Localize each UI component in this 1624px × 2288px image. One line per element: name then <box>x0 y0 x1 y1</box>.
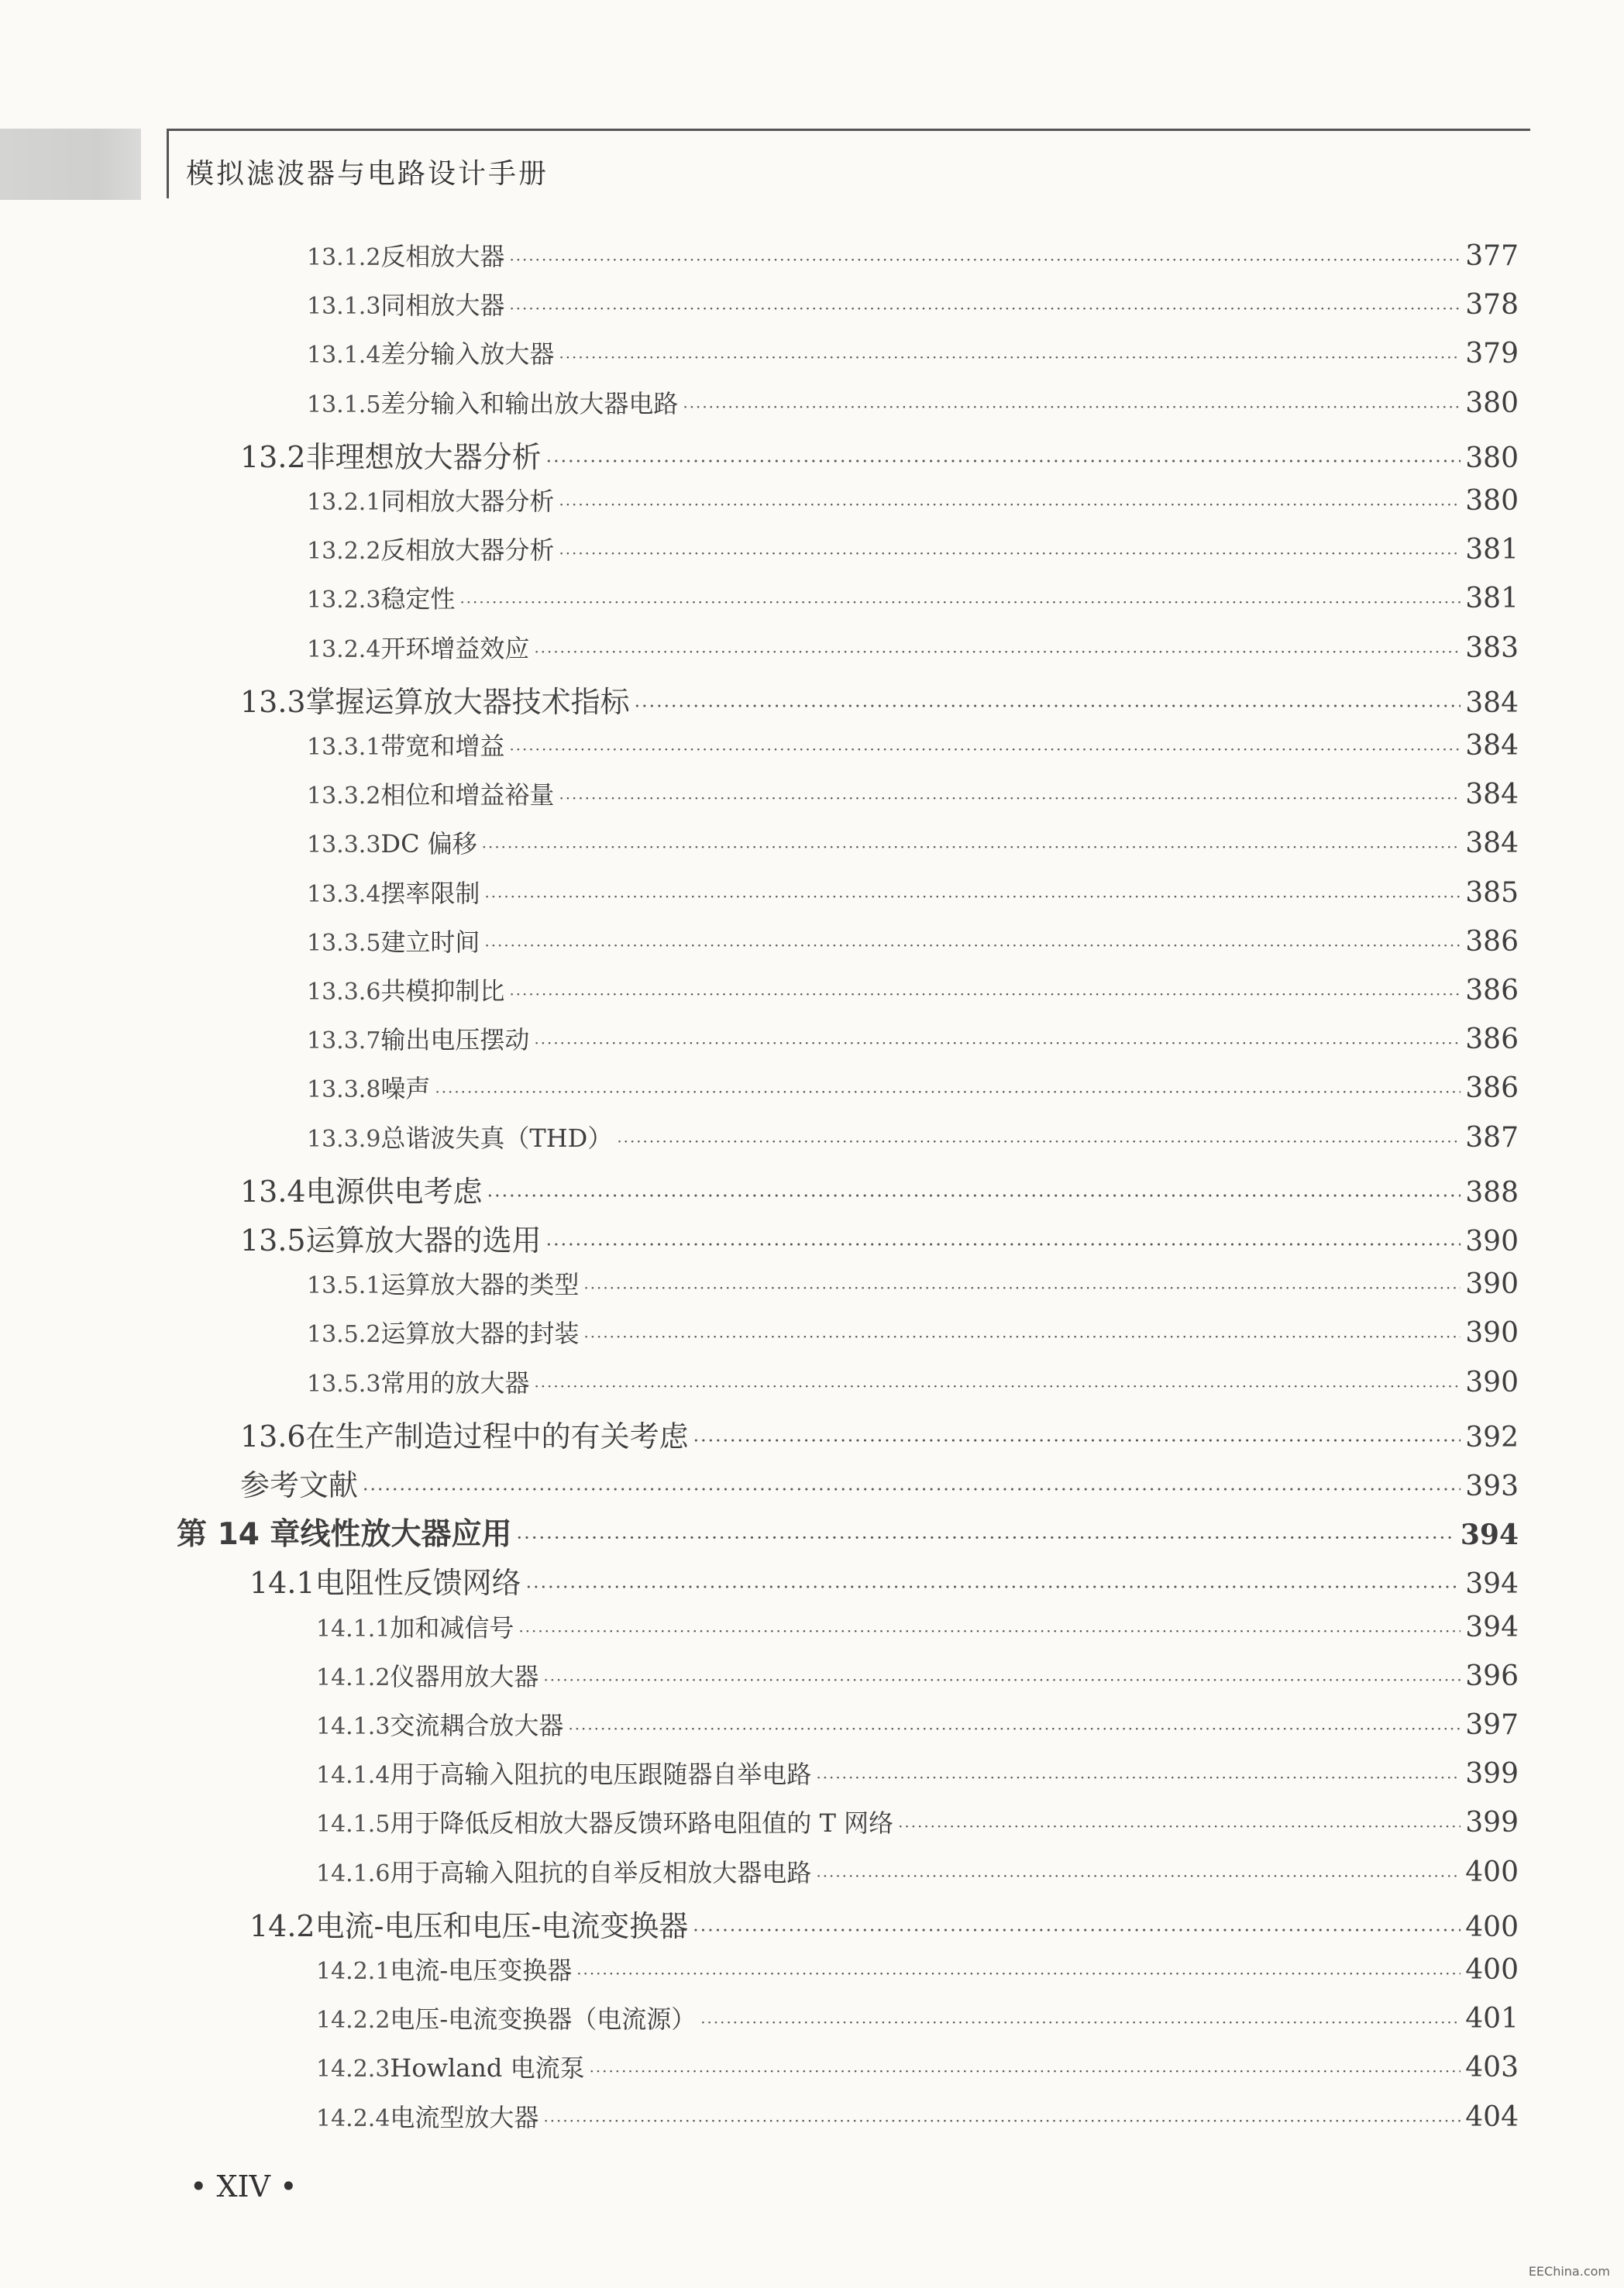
toc-entry-page: 384 <box>1465 730 1519 762</box>
toc-entry-page: 380 <box>1465 442 1519 474</box>
toc-entry[interactable] <box>307 629 1519 665</box>
toc-entry-number: 13.1.2 <box>307 244 381 271</box>
toc-entry-number: 13.3.4 <box>307 880 381 908</box>
dot-leader <box>546 1233 1461 1255</box>
toc-entry-page: 385 <box>1465 876 1519 909</box>
toc-entry-page: 383 <box>1465 631 1519 664</box>
toc-entry-title: 非理想放大器分析 <box>305 439 542 474</box>
toc-entry-title: 共模抑制比 <box>380 976 505 1006</box>
toc-entry-title: 用于高输入阻抗的电压跟随器自举电路 <box>390 1760 812 1790</box>
toc-entry-page: 386 <box>1465 1072 1519 1105</box>
toc-entry-title: 差分输入放大器 <box>380 339 555 370</box>
toc-entry-title: 参考文献 <box>240 1468 359 1502</box>
toc-entry-number: 13.3.5 <box>307 929 381 957</box>
toc-entry[interactable] <box>316 2000 1519 2035</box>
toc-entry-page: 394 <box>1465 1568 1519 1601</box>
toc-entry-page: 390 <box>1465 1268 1519 1301</box>
toc-entry-title: 电压-电流变换器（电流源） <box>390 2004 697 2035</box>
toc-entry-number: 13.3.8 <box>307 1076 381 1104</box>
toc-entry-title: 仪器用放大器 <box>390 1661 539 1691</box>
dot-leader <box>534 643 1461 661</box>
watermark: EEChina.com <box>1528 2264 1610 2279</box>
dot-leader <box>590 2063 1461 2080</box>
dot-leader <box>543 2112 1461 2130</box>
toc-entry-number: 第 14 章 <box>177 1517 301 1553</box>
dot-leader <box>576 1965 1461 1983</box>
toc-entry-title: 输出电压摆动 <box>380 1025 530 1055</box>
toc-entry-number: 13.3.6 <box>307 979 381 1006</box>
toc-entry-page: 396 <box>1465 1660 1519 1692</box>
toc-entry-title: 掌握运算放大器技术指标 <box>305 684 630 719</box>
toc-entry-number: 13.3.2 <box>307 783 381 810</box>
toc-entry-number: 13.2.1 <box>307 489 381 516</box>
toc-entry-number: 13.2 <box>240 439 306 474</box>
toc-entry-number: 13.5 <box>240 1223 306 1258</box>
toc-entry[interactable] <box>240 678 1519 721</box>
dot-leader <box>816 1867 1461 1885</box>
toc-entry-title: 反相放大器分析 <box>380 535 555 566</box>
toc-entry-page: 403 <box>1465 2052 1519 2084</box>
dot-leader <box>509 251 1461 269</box>
toc-entry-number: 14.2.1 <box>316 1958 391 1985</box>
toc-entry-number: 14.1.3 <box>316 1713 391 1740</box>
toc-entry-page: 384 <box>1465 827 1519 860</box>
toc-entry-number: 14.2.2 <box>316 2007 391 2035</box>
dot-leader <box>509 741 1461 759</box>
toc-entry-page: 390 <box>1465 1366 1519 1399</box>
toc-entry[interactable] <box>249 1902 1519 1945</box>
toc-entry-number: 14.1.5 <box>316 1811 391 1839</box>
dot-leader <box>487 1185 1461 1206</box>
toc-entry-title: 运算放大器的封装 <box>380 1319 580 1349</box>
toc-entry[interactable] <box>307 531 1519 566</box>
toc-entry-number: 14.1.2 <box>316 1664 391 1691</box>
toc-entry-number: 13.3 <box>240 684 306 719</box>
dot-leader <box>484 888 1461 906</box>
dot-leader <box>482 838 1461 856</box>
dot-leader <box>534 1378 1461 1395</box>
toc-entry-number: 13.6 <box>240 1419 306 1454</box>
dot-leader <box>693 1430 1461 1451</box>
toc-entry-page: 388 <box>1465 1176 1519 1209</box>
dot-leader <box>693 1919 1461 1941</box>
toc-entry[interactable] <box>307 237 1519 273</box>
toc-entry[interactable] <box>249 1559 1519 1602</box>
toc-entry-title: 电源供电考虑 <box>305 1174 483 1209</box>
dot-leader <box>435 1083 1461 1101</box>
toc-entry-number: 13.3.3 <box>307 831 381 859</box>
toc-entry-title: 建立时间 <box>380 927 480 957</box>
toc-entry-page: 387 <box>1465 1121 1519 1154</box>
toc-entry-page: 397 <box>1465 1709 1519 1741</box>
toc-entry-page: 399 <box>1465 1807 1519 1839</box>
toc-entry[interactable] <box>316 1804 1519 1839</box>
toc-entry-title: DC 偏移 <box>380 829 477 859</box>
dot-leader <box>816 1769 1461 1787</box>
toc-entry-title: 运算放大器的类型 <box>380 1270 580 1300</box>
dot-leader <box>534 1034 1461 1052</box>
toc-entry[interactable] <box>307 1314 1519 1350</box>
toc-entry[interactable] <box>240 433 1519 476</box>
toc-entry-title: 摆率限制 <box>380 878 480 908</box>
toc-entry[interactable] <box>307 335 1519 370</box>
dot-leader <box>559 349 1461 366</box>
toc-entry[interactable] <box>240 1216 1519 1259</box>
dot-leader <box>559 496 1461 514</box>
toc-entry-page: 380 <box>1465 387 1519 419</box>
toc-entry[interactable] <box>307 776 1519 811</box>
toc-entry-number: 13.3.7 <box>307 1027 381 1055</box>
page-number: • XIV • <box>190 2169 298 2204</box>
toc-entry-title: 线性放大器应用 <box>300 1517 512 1553</box>
dot-leader <box>568 1720 1461 1738</box>
toc-entry-title: 电阻性反馈网络 <box>315 1566 521 1601</box>
toc-entry-title: 电流-电压变换器 <box>390 1956 573 1985</box>
toc-entry[interactable] <box>307 384 1519 420</box>
toc-entry-page: 381 <box>1465 583 1519 615</box>
toc-entry-number: 13.5.1 <box>307 1272 381 1300</box>
toc-entry-number: 13.2.2 <box>307 538 381 566</box>
toc-entry-title: 电流型放大器 <box>390 2102 539 2132</box>
toc-entry-page: 384 <box>1465 686 1519 719</box>
toc-entry-title: 总谐波失真（THD） <box>380 1123 613 1153</box>
toc-entry-page: 386 <box>1465 975 1519 1006</box>
dot-leader <box>700 2014 1461 2032</box>
toc-entry[interactable] <box>307 1364 1519 1399</box>
toc-entry-number: 13.5.3 <box>307 1370 381 1398</box>
dot-leader <box>509 986 1461 1003</box>
toc-entry-number: 13.2.3 <box>307 587 381 614</box>
dot-leader <box>459 594 1461 611</box>
toc-entry-title: 常用的放大器 <box>380 1368 530 1398</box>
toc-entry-number: 14.1.4 <box>316 1762 391 1790</box>
toc-entry-number: 14.1.1 <box>316 1615 391 1643</box>
dot-leader <box>484 937 1461 955</box>
toc-entry-page: 386 <box>1465 1024 1519 1056</box>
toc-entry-title: 加和减信号 <box>390 1612 514 1643</box>
dot-leader <box>526 1576 1461 1598</box>
toc-entry-number: 13.1.4 <box>307 342 381 370</box>
toc-entry-page: 393 <box>1465 1471 1519 1502</box>
dot-leader <box>546 450 1461 472</box>
toc-entry[interactable] <box>316 1853 1519 1889</box>
toc-entry-number: 13.3.9 <box>307 1125 381 1153</box>
toc-entry-page: 392 <box>1465 1421 1519 1454</box>
toc-entry-page: 394 <box>1460 1519 1519 1552</box>
toc-entry[interactable] <box>307 1265 1519 1301</box>
toc-entry-page: 380 <box>1465 485 1519 517</box>
dot-leader <box>543 1671 1461 1689</box>
header-decor-block <box>0 129 141 200</box>
toc-entry-title: 电流-电压和电压-电流变换器 <box>315 1908 689 1943</box>
toc-entry-page: 390 <box>1465 1317 1519 1350</box>
toc-entry[interactable] <box>307 580 1519 615</box>
toc-entry[interactable] <box>307 923 1519 958</box>
toc-entry[interactable] <box>316 1657 1519 1693</box>
toc-entry-number: 13.3.1 <box>307 734 381 761</box>
toc-entry-number: 13.5.2 <box>307 1321 381 1349</box>
toc-entry[interactable] <box>316 1706 1519 1742</box>
toc-entry[interactable] <box>307 1020 1519 1056</box>
toc-entry[interactable] <box>307 727 1519 762</box>
toc-entry[interactable] <box>316 2098 1519 2134</box>
toc-entry-page: 378 <box>1465 289 1519 322</box>
toc-entry-page: 384 <box>1465 779 1519 811</box>
toc-entry-title: 开环增益效应 <box>380 633 530 663</box>
toc-entry-page: 404 <box>1465 2100 1519 2133</box>
toc-entry-number: 14.1 <box>249 1566 315 1601</box>
book-title: 模拟滤波器与电路设计手册 <box>186 158 549 190</box>
toc-entry-title: 同相放大器 <box>380 291 505 321</box>
toc-entry[interactable] <box>240 1412 1519 1455</box>
dot-leader <box>583 1328 1461 1346</box>
dot-leader <box>683 398 1461 416</box>
dot-leader <box>617 1133 1461 1151</box>
toc-entry-page: 386 <box>1465 925 1519 958</box>
toc-entry-title: 在生产制造过程中的有关考虑 <box>305 1419 689 1454</box>
dot-leader <box>559 545 1461 563</box>
toc-entry-page: 377 <box>1465 240 1519 272</box>
toc-entry-title: 运算放大器的选用 <box>305 1223 542 1258</box>
toc-entry-page: 394 <box>1465 1611 1519 1643</box>
toc-entry-title: 交流耦合放大器 <box>390 1711 564 1740</box>
toc-entry-title: 差分输入和输出放大器电路 <box>380 388 679 418</box>
toc-entry-title: 用于高输入阻抗的自举反相放大器电路 <box>390 1857 812 1887</box>
toc-entry[interactable] <box>240 1461 1519 1504</box>
dot-leader <box>363 1478 1461 1500</box>
toc-entry-page: 400 <box>1465 1856 1519 1888</box>
dot-leader <box>509 300 1461 318</box>
toc-entry[interactable] <box>307 286 1519 322</box>
toc-entry-number: 13.4 <box>240 1174 306 1209</box>
toc-entry[interactable] <box>307 1069 1519 1105</box>
toc-entry[interactable] <box>316 1608 1519 1644</box>
toc-entry-page: 400 <box>1465 1911 1519 1943</box>
toc-entry-title: 相位和增益裕量 <box>380 780 555 810</box>
toc-entry[interactable] <box>316 1951 1519 1987</box>
toc-entry-title: Howland 电流泵 <box>390 2053 585 2083</box>
toc-entry-number: 13.1.3 <box>307 293 381 321</box>
toc-entry[interactable] <box>307 874 1519 910</box>
toc-entry-title: 用于降低反相放大器反馈环路电阻值的 T 网络 <box>390 1808 894 1839</box>
toc-entry[interactable] <box>307 972 1519 1007</box>
toc-entry[interactable] <box>316 1755 1519 1791</box>
toc-entry-number: 14.2 <box>249 1908 315 1943</box>
dot-leader <box>516 1527 1455 1549</box>
toc-entry[interactable] <box>307 1119 1519 1154</box>
toc-entry-title: 同相放大器分析 <box>380 487 555 516</box>
toc-entry[interactable] <box>307 824 1519 860</box>
dot-leader <box>583 1279 1461 1297</box>
dot-leader <box>518 1622 1461 1640</box>
toc-entry-title: 反相放大器 <box>380 242 505 271</box>
toc-entry-page: 390 <box>1465 1226 1519 1258</box>
toc-entry-number: 14.1.6 <box>316 1860 391 1887</box>
toc-entry[interactable] <box>307 482 1519 518</box>
toc-entry-number: 13.2.4 <box>307 635 381 663</box>
toc-entry-title: 稳定性 <box>380 584 456 614</box>
dot-leader <box>898 1818 1461 1836</box>
toc-entry-title: 带宽和增益 <box>380 731 505 761</box>
toc-entry[interactable] <box>240 1168 1519 1210</box>
toc-entry[interactable] <box>177 1510 1519 1553</box>
toc-entry-page: 400 <box>1465 1954 1519 1986</box>
dot-leader <box>559 790 1461 807</box>
toc-entry-number: 14.2.3 <box>316 2056 391 2083</box>
toc-entry[interactable] <box>316 2049 1519 2084</box>
dot-leader <box>635 695 1461 717</box>
toc-entry-page: 379 <box>1465 338 1519 370</box>
toc-entry-page: 399 <box>1465 1758 1519 1791</box>
toc-entry-page: 381 <box>1465 534 1519 566</box>
toc-entry-title: 噪声 <box>380 1074 431 1104</box>
toc-entry-number: 14.2.4 <box>316 2104 391 2132</box>
toc-entry-number: 13.1.5 <box>307 391 381 418</box>
toc-entry-page: 401 <box>1465 2003 1519 2035</box>
